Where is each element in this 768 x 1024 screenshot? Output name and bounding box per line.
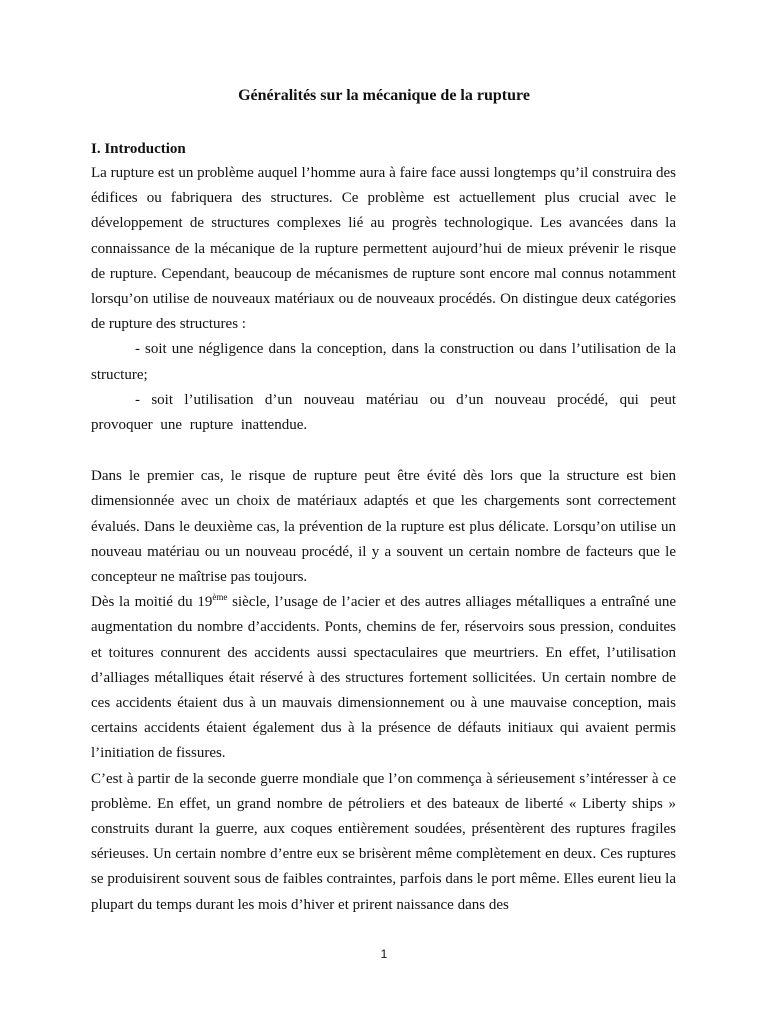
superscript-eme: ème (212, 592, 228, 603)
paragraph-2: Dans le premier cas, le risque de rupture peut être évité dès lors que la structure est bien dimensionnée avec un choix de matériaux adaptés et que les chargements sont correctement évalués. Dans le deuxième cas, la prévention de la rupture est plus délicate. Lorsqu’on utilise un nouveau matériau ou un nouveau procédé, il y a souvent un certain nombre de facteurs que le concepteur ne maîtrise pas toujours. (91, 468, 676, 586)
document-body (91, 161, 676, 918)
bullet-item-1: - soit une négligence dans la conception, dans la construction ou dans l’utilisation de la structure; (91, 341, 676, 383)
paragraph-4: C’est à partir de la seconde guerre mondiale que l’on commença à sérieusement s’intéresser à ce problème. En effet, un grand nombre de pétroliers et des bateaux de liberté « Liberty ships » construits durant la guerre, aux coques entièrement soudées, présentèrent des ruptures fragiles sérieuses. Un certain nombre d’entre eux se brisèrent même complètement en deux. Ces ruptures se produisirent souvent sous de faibles contraintes, parfois dans le port même. Elles eurent lieu la plupart du temps durant les mois d’hiver et prirent naissance dans des (91, 770, 676, 913)
paragraph-3-start: Dès la moitié du 19 (91, 594, 213, 611)
paragraph-3 (91, 590, 676, 766)
paragraph-3-rest: siècle, l’usage de l’acier et des autres alliages métalliques a entraîné une augmentation du nombre d’accidents. Ponts, chemins de fer, réservoirs sous pression, conduites et toitures connurent des accidents aussi spectaculaires que meurtriers. En effet, l’utilisation d’alliages métalliques était réservé à des structures fortement sollicitées. Un certain nombre de ces accidents étaient dus à un mauvais dimensionnement ou à une mauvaise conception, mais certains accidents étaient également dus à la présence de défauts initiaux qui avaient permis l’initiation de fissures. (91, 594, 676, 762)
document-title: Généralités sur la mécanique de la rupture (238, 87, 530, 104)
section-heading: I. Introduction (91, 141, 186, 157)
intro-paragraph: La rupture est un problème auquel l’homme aura à faire face aussi longtemps qu’il construira des édifices ou fabriquera des structures. Ce problème est actuellement plus crucial avec le développement de structures complexes lié au progrès technologique. Les avancées dans la connaissance de la mécanique de la rupture permettent aujourd’hui de mieux prévenir le risque de rupture. Cependant, beaucoup de mécanismes de rupture sont encore mal connus notamment lorsqu’on utilise de nouveaux matériaux ou de nouveaux procédés. On distingue deux catégories de rupture des structures : (91, 165, 676, 333)
bullet-item-2: - soit l’utilisation d’un nouveau matériau ou d’un nouveau procédé, qui peut provoquer une rupture inattendue. (91, 391, 676, 434)
page-number: 1 (380, 947, 388, 961)
